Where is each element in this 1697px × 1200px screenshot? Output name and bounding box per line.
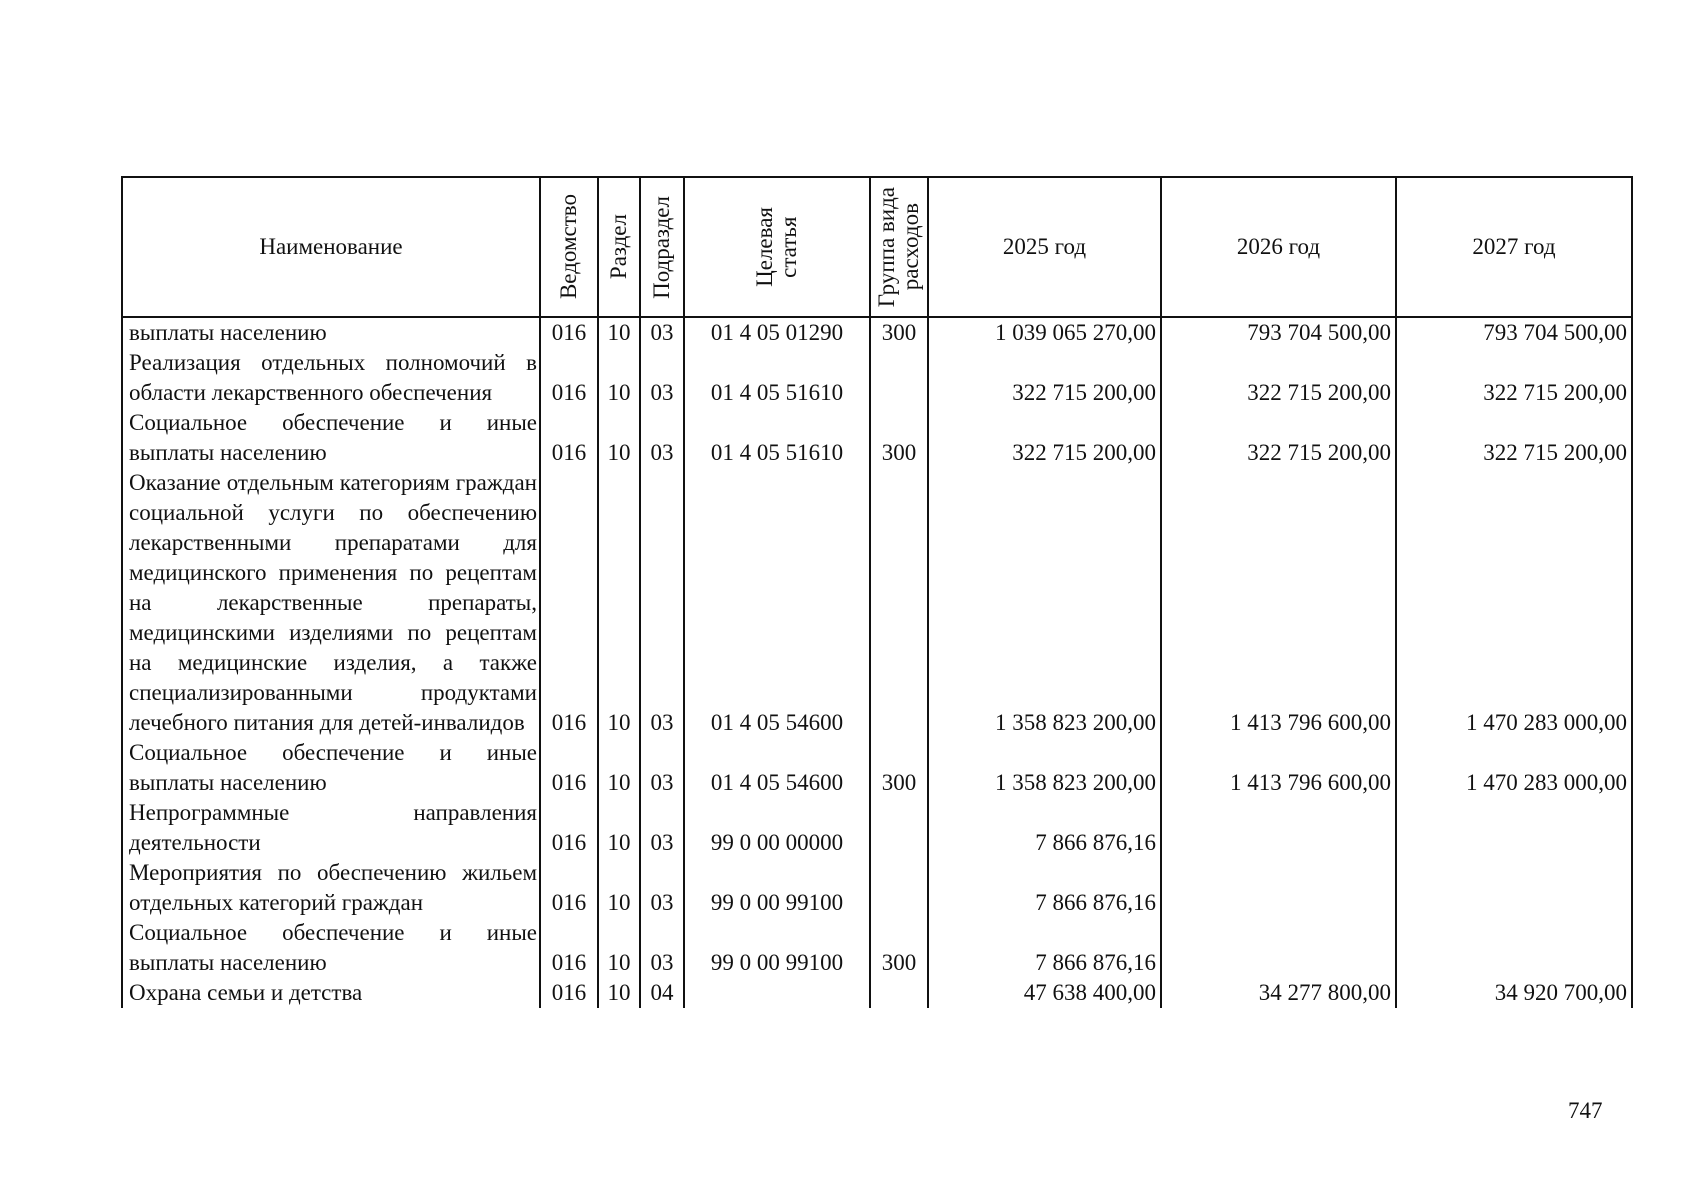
cell-2026: 34 277 800,00 <box>1161 978 1396 1008</box>
cell-razdel: 10 <box>598 468 640 738</box>
header-2027: 2027 год <box>1396 177 1632 317</box>
cell-podrazdel: 04 <box>640 978 684 1008</box>
cell-2025: 322 715 200,00 <box>928 348 1161 408</box>
cell-2026 <box>1161 918 1396 978</box>
cell-2025: 47 638 400,00 <box>928 978 1161 1008</box>
table-row <box>122 798 1632 858</box>
cell-group <box>870 978 928 1008</box>
header-razdel: Раздел <box>598 177 640 317</box>
table-row <box>122 738 1632 798</box>
cell-razdel: 10 <box>598 798 640 858</box>
cell-podrazdel: 03 <box>640 738 684 798</box>
cell-target: 01 4 05 54600 <box>684 468 870 738</box>
cell-podrazdel: 03 <box>640 798 684 858</box>
cell-2025: 1 358 823 200,00 <box>928 738 1161 798</box>
cell-podrazdel: 03 <box>640 317 684 348</box>
cell-target: 01 4 05 51610 <box>684 408 870 468</box>
header-2026: 2026 год <box>1161 177 1396 317</box>
cell-name: Социальное обеспечение и иные выплаты населению <box>122 918 540 978</box>
cell-podrazdel: 03 <box>640 408 684 468</box>
cell-podrazdel: 03 <box>640 348 684 408</box>
cell-vedomstvo: 016 <box>540 978 598 1008</box>
table-row <box>122 918 1632 978</box>
cell-razdel: 10 <box>598 918 640 978</box>
cell-2026: 322 715 200,00 <box>1161 408 1396 468</box>
cell-2027: 1 470 283 000,00 <box>1396 738 1632 798</box>
cell-name: Социальное обеспечение и иные выплаты населению <box>122 738 540 798</box>
header-group: Группа вида расходов <box>870 177 928 317</box>
cell-vedomstvo: 016 <box>540 408 598 468</box>
cell-razdel: 10 <box>598 348 640 408</box>
page-number: 747 <box>1568 1098 1603 1123</box>
cell-2026: 1 413 796 600,00 <box>1161 738 1396 798</box>
cell-group <box>870 348 928 408</box>
cell-name: Мероприятия по обеспечению жильем отдельных категорий граждан <box>122 858 540 918</box>
cell-name: выплаты населению <box>122 317 540 348</box>
cell-name: Непрограммные направления деятельности <box>122 798 540 858</box>
cell-name: Охрана семьи и детства <box>122 978 540 1008</box>
header-2025: 2025 год <box>928 177 1161 317</box>
cell-2025: 7 866 876,16 <box>928 918 1161 978</box>
cell-razdel: 10 <box>598 317 640 348</box>
cell-group: 300 <box>870 317 928 348</box>
cell-2025: 1 039 065 270,00 <box>928 317 1161 348</box>
cell-group <box>870 798 928 858</box>
header-target: Целевая статья <box>684 177 870 317</box>
cell-razdel: 10 <box>598 408 640 468</box>
table-body <box>122 317 1632 1008</box>
cell-vedomstvo: 016 <box>540 468 598 738</box>
cell-target: 99 0 00 99100 <box>684 918 870 978</box>
cell-2027 <box>1396 918 1632 978</box>
cell-2025: 7 866 876,16 <box>928 858 1161 918</box>
header-name: Наименование <box>122 177 540 317</box>
table-row <box>122 348 1632 408</box>
cell-razdel: 10 <box>598 858 640 918</box>
cell-vedomstvo: 016 <box>540 348 598 408</box>
cell-name: Социальное обеспечение и иные выплаты населению <box>122 408 540 468</box>
cell-vedomstvo: 016 <box>540 918 598 978</box>
cell-2027: 322 715 200,00 <box>1396 408 1632 468</box>
budget-table <box>121 176 1633 1008</box>
cell-vedomstvo: 016 <box>540 858 598 918</box>
cell-group: 300 <box>870 918 928 978</box>
cell-podrazdel: 03 <box>640 918 684 978</box>
cell-group <box>870 858 928 918</box>
cell-group: 300 <box>870 408 928 468</box>
cell-name: Оказание отдельным категориям граждан социальной услуги по обеспечению лекарственными препаратами для медицинского применения по рецептам на лекарственные препараты, медицинскими изделиями по рецептам на медицинские изделия, а также специализированными продуктами лечебного питания для детей-инвалидов <box>122 468 540 738</box>
cell-target: 99 0 00 99100 <box>684 858 870 918</box>
cell-2025: 1 358 823 200,00 <box>928 468 1161 738</box>
cell-2027 <box>1396 798 1632 858</box>
table-header-row <box>122 177 1632 317</box>
cell-2025: 322 715 200,00 <box>928 408 1161 468</box>
table-row <box>122 858 1632 918</box>
cell-podrazdel: 03 <box>640 858 684 918</box>
cell-2026 <box>1161 858 1396 918</box>
cell-2025: 7 866 876,16 <box>928 798 1161 858</box>
cell-2027 <box>1396 858 1632 918</box>
table-row <box>122 317 1632 348</box>
table-row <box>122 408 1632 468</box>
cell-target: 01 4 05 54600 <box>684 738 870 798</box>
cell-target: 99 0 00 00000 <box>684 798 870 858</box>
cell-razdel: 10 <box>598 978 640 1008</box>
cell-vedomstvo: 016 <box>540 798 598 858</box>
cell-group: 300 <box>870 738 928 798</box>
header-podrazdel: Подраздел <box>640 177 684 317</box>
cell-razdel: 10 <box>598 738 640 798</box>
cell-target: 01 4 05 51610 <box>684 348 870 408</box>
cell-podrazdel: 03 <box>640 468 684 738</box>
cell-vedomstvo: 016 <box>540 317 598 348</box>
table-row <box>122 978 1632 1008</box>
cell-2026: 793 704 500,00 <box>1161 317 1396 348</box>
cell-target <box>684 978 870 1008</box>
cell-target: 01 4 05 01290 <box>684 317 870 348</box>
cell-group <box>870 468 928 738</box>
cell-vedomstvo: 016 <box>540 738 598 798</box>
cell-2026 <box>1161 798 1396 858</box>
cell-2026: 1 413 796 600,00 <box>1161 468 1396 738</box>
cell-2027: 793 704 500,00 <box>1396 317 1632 348</box>
cell-2027: 322 715 200,00 <box>1396 348 1632 408</box>
cell-2026: 322 715 200,00 <box>1161 348 1396 408</box>
table-row <box>122 468 1632 738</box>
cell-2027: 1 470 283 000,00 <box>1396 468 1632 738</box>
header-vedomstvo: Ведомство <box>540 177 598 317</box>
cell-name: Реализация отдельных полномочий в области лекарственного обеспечения <box>122 348 540 408</box>
cell-2027: 34 920 700,00 <box>1396 978 1632 1008</box>
